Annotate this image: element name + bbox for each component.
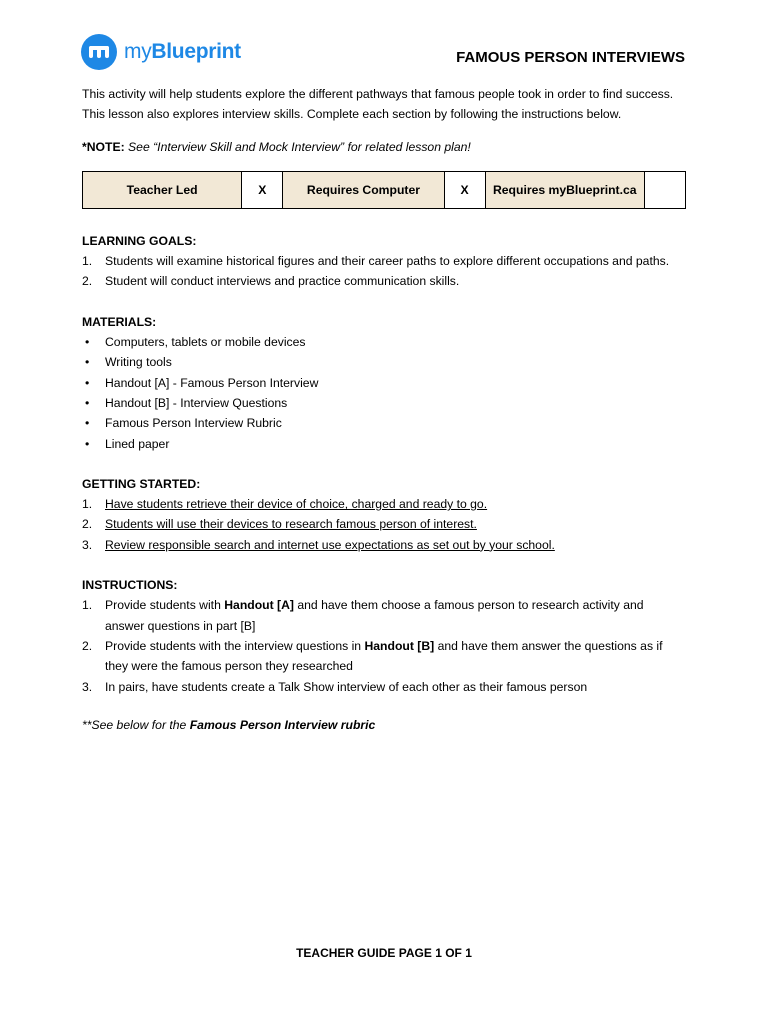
getting-started-list	[82, 494, 686, 555]
item-number: 3.	[82, 679, 93, 694]
item-text-post: and have them answer the questions as if they were the famous person they researched	[105, 638, 663, 674]
instructions-title: INSTRUCTIONS:	[82, 578, 178, 593]
blueprint-logo-icon	[81, 34, 117, 70]
item-text: Lined paper	[105, 436, 170, 451]
item-number: 2.	[82, 638, 93, 653]
getting-started-title: GETTING STARTED:	[82, 476, 201, 491]
bullet-icon: •	[85, 335, 90, 350]
list-item	[82, 373, 686, 393]
requirement-teacher-led-mark: X	[242, 171, 283, 208]
list-item	[82, 595, 686, 636]
list-item	[82, 535, 686, 555]
item-text: Handout [B] - Interview Questions	[105, 395, 288, 410]
learning-goals-title: LEARNING GOALS:	[82, 233, 197, 248]
document-body	[82, 84, 686, 735]
rubric-note	[82, 715, 686, 735]
item-text: Student will conduct interviews and practice communication skills.	[105, 274, 460, 289]
bullet-icon: •	[85, 436, 90, 451]
item-number: 2.	[82, 517, 93, 532]
requirement-myblueprint: Requires myBlueprint.ca	[485, 171, 644, 208]
list-item	[82, 636, 686, 677]
materials-list	[82, 332, 686, 454]
item-text: Handout [A] - Famous Person Interview	[105, 375, 319, 390]
rubric-note-bold: Famous Person Interview rubric	[189, 717, 376, 732]
list-item	[82, 332, 686, 352]
item-text-pre: Provide students with the interview questions in	[105, 638, 365, 653]
item-text: Have students retrieve their device of choice, charged and ready to go.	[105, 497, 488, 512]
note-paragraph	[82, 137, 686, 157]
requirements-row	[83, 171, 686, 208]
list-item	[82, 352, 686, 372]
item-text-pre: Provide students with	[105, 598, 225, 613]
item-text: Writing tools	[105, 355, 172, 370]
logo-my: my	[124, 40, 152, 63]
requirement-myblueprint-mark	[644, 171, 685, 208]
item-text-pre: In pairs, have students create a Talk Show interview of each other as their famous person	[105, 679, 588, 694]
requirement-teacher-led: Teacher Led	[83, 171, 242, 208]
list-item	[82, 413, 686, 433]
bullet-icon: •	[85, 395, 90, 410]
requirement-computer-mark: X	[444, 171, 485, 208]
item-number: 1.	[82, 598, 93, 613]
note-text: See “Interview Skill and Mock Interview” for related lesson plan!	[128, 139, 471, 154]
item-number: 2.	[82, 274, 93, 289]
list-item	[82, 251, 686, 271]
item-number: 1.	[82, 497, 93, 512]
list-item	[82, 271, 686, 291]
rubric-note-pre: **See below for the	[82, 717, 190, 732]
list-item	[82, 677, 686, 697]
list-item	[82, 514, 686, 534]
page-footer: TEACHER GUIDE PAGE 1 OF 1	[296, 946, 472, 960]
item-text-bold: Handout [A]	[224, 598, 294, 613]
materials-title: MATERIALS:	[82, 314, 157, 329]
logo-blueprint: Blueprint	[151, 40, 241, 63]
brand-logo	[81, 34, 241, 70]
intro-paragraph: This activity will help students explore the different pathways that famous people took in order to find success. This lesson also explores interview skills. Complete each section by following the instructions below.	[82, 87, 674, 122]
logo-wordmark	[124, 40, 241, 64]
list-item	[82, 434, 686, 454]
item-number: 3.	[82, 537, 93, 552]
instructions-list	[82, 595, 686, 696]
item-text: Students will use their devices to research famous person of interest.	[105, 517, 477, 532]
item-text: Students will examine historical figures and their career paths to explore different occupations and paths.	[105, 254, 670, 269]
bullet-icon: •	[85, 416, 90, 431]
note-label: *NOTE:	[82, 139, 125, 154]
item-text-post: and have them choose a famous person to research activity and answer questions in part [B]	[105, 598, 644, 633]
item-text: Famous Person Interview Rubric	[105, 416, 282, 431]
document-title: FAMOUS PERSON INTERVIEWS	[456, 49, 685, 66]
item-text: Computers, tablets or mobile devices	[105, 335, 306, 350]
requirement-computer: Requires Computer	[283, 171, 444, 208]
item-text: Review responsible search and internet use expectations as set out by your school.	[105, 537, 555, 552]
list-item	[82, 393, 686, 413]
item-number: 1.	[82, 254, 93, 269]
requirements-table	[82, 171, 686, 209]
list-item	[82, 494, 686, 514]
bullet-icon: •	[85, 375, 90, 390]
bullet-icon: •	[85, 355, 90, 370]
item-text-bold: Handout [B]	[364, 638, 435, 653]
learning-goals-list	[82, 251, 686, 292]
